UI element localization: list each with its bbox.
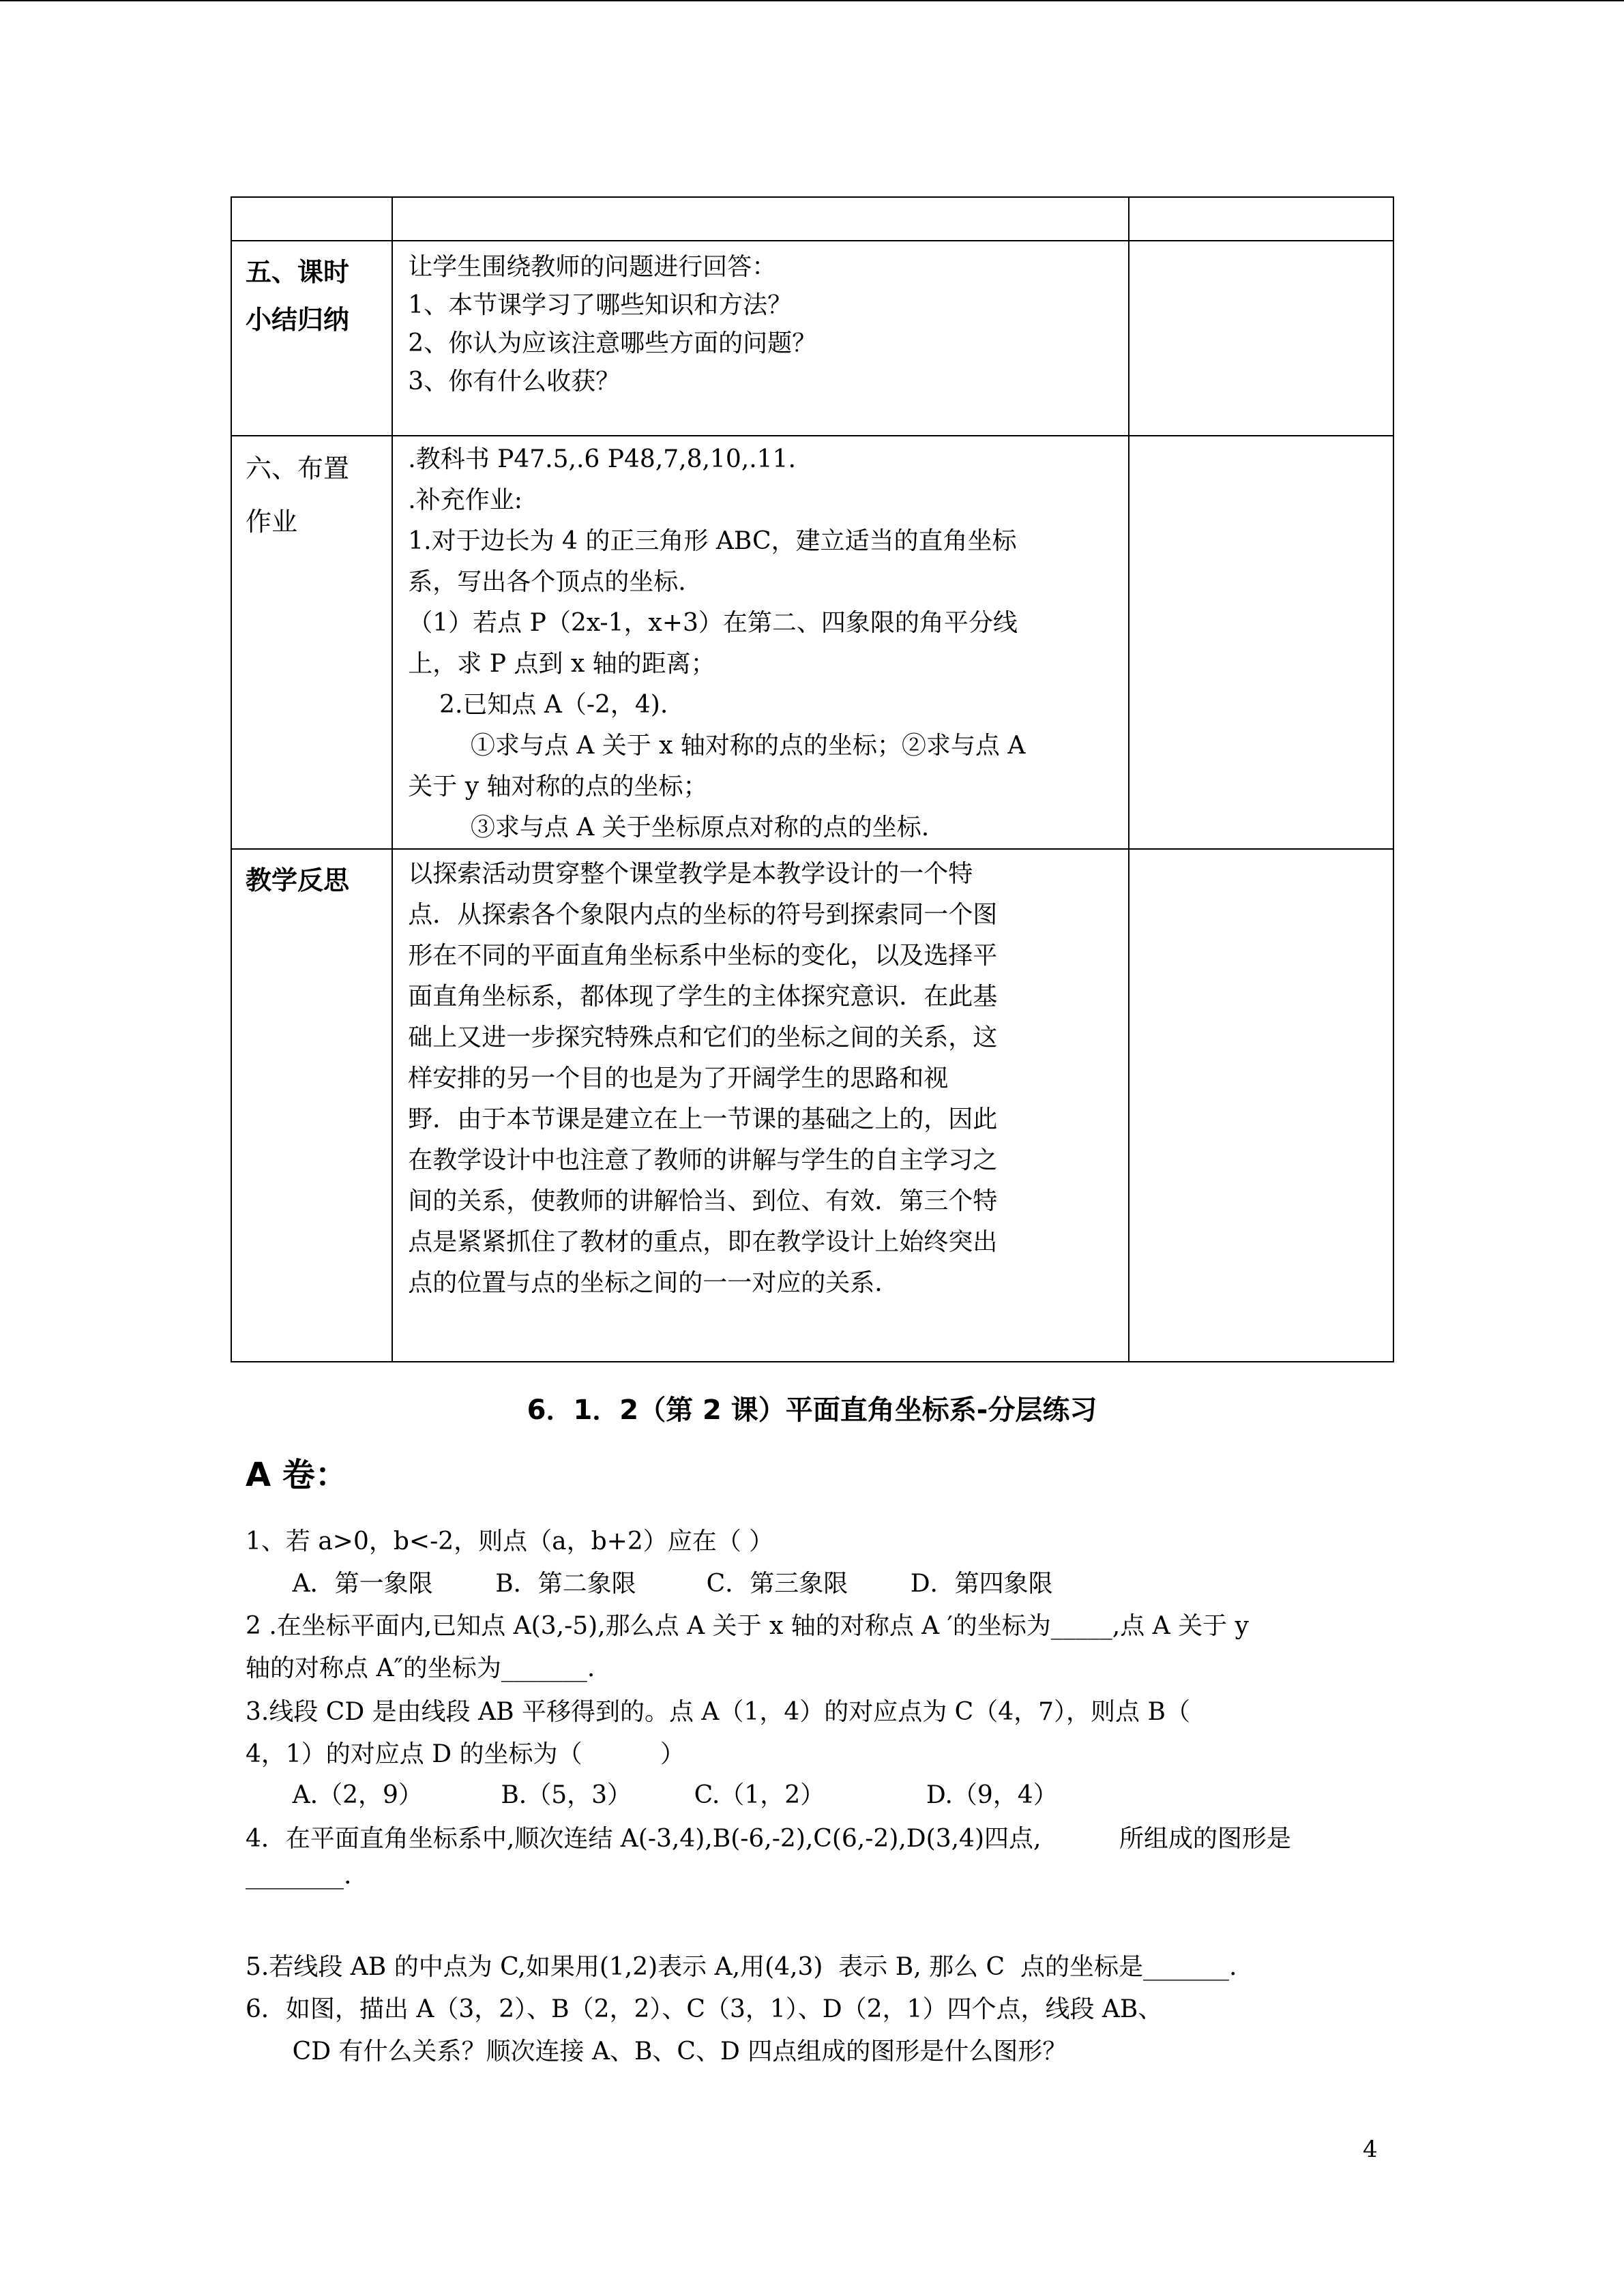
question-6-cont: CD 有什么关系？顺次连接 A、B、C、D 四点组成的图形是什么图形？	[246, 2038, 1067, 2066]
question-3-cont: 4，1）的对应点 D 的坐标为（ ）	[246, 1740, 685, 1768]
question-2: 2 .在坐标平面内,已知点 A(3,-5),那么点 A 关于 x 轴的对称点 A ′的坐标为_____,点 A 关于 y	[246, 1612, 1249, 1640]
question-1-options: A．第一象限 B．第二象限 C．第三象限 D．第四象限	[246, 1570, 1053, 1598]
table-row-homework	[231, 436, 1393, 849]
question-2-cont: 轴的对称点 A″的坐标为_______.	[246, 1654, 595, 1682]
table-cell	[1129, 849, 1393, 1362]
table-cell	[1129, 241, 1393, 436]
homework-content: .教科书 P47.5,.6 P48,7,8,10,.11. .补充作业: 1.对于边长为 4 的正三角形 ABC，建立适当的直角坐标 系，写出各个顶点的坐标. （1）若点 P（2x-1，x+3）在第二、四象限的角平分线 上，求 P 点到 x 轴的距离； 2.已知点 A（-2，4). ①求与点 A 关于 x 轴对称的点的坐标；②求与点 A 关于 y 轴对称的点的坐标； ③求与点 A 关于坐标原点对称的点的坐标.	[392, 436, 1128, 849]
summary-header: 五、课时 小结归纳	[231, 241, 392, 436]
page-number: 4	[1363, 2136, 1378, 2163]
volume-heading: A 卷：	[246, 1456, 348, 1494]
table-row-blank	[231, 197, 1393, 241]
question-3-options: A.（2，9） B.（5，3） C.（1，2） D.（9，4）	[246, 1781, 1058, 1809]
table-cell	[1129, 197, 1393, 241]
question-1: 1、若 a>0，b<-2，则点（a，b+2）应在（ ）	[246, 1527, 774, 1555]
table-row-reflection	[231, 849, 1393, 1362]
homework-header: 六、布置 作业	[231, 436, 392, 849]
top-border-line	[0, 0, 1624, 1]
table-cell	[231, 197, 392, 241]
table-cell	[1129, 436, 1393, 849]
reflection-header: 教学反思	[231, 849, 392, 1362]
table-row-summary	[231, 241, 1393, 436]
question-4-cont: ________.	[246, 1862, 352, 1890]
table-cell	[392, 197, 1128, 241]
question-4: 4．在平面直角坐标系中,顺次连结 A(-3,4),B(-6,-2),C(6,-2),D(3,4)四点, 所组成的图形是	[246, 1825, 1291, 1853]
summary-content: 让学生围绕教师的问题进行回答： 1、本节课学习了哪些知识和方法？ 2、你认为应该注意哪些方面的问题？ 3、你有什么收获？	[392, 241, 1128, 436]
lesson-plan-table	[231, 196, 1394, 1362]
reflection-content: 以探索活动贯穿整个课堂教学是本教学设计的一个特 点．从探索各个象限内点的坐标的符号到探索同一个图 形在不同的平面直角坐标系中坐标的变化，以及选择平 面直角坐标系，都体现了学生的主体探究意识．在此基 础上又进一步探究特殊点和它们的坐标之间的关系，这 样安排的另一个目的也是为了开阔学生的思路和视 野．由于本节课是建立在上一节课的基础之上的，因此 在教学设计中也注意了教师的讲解与学生的自主学习之 间的关系，使教师的讲解恰当、到位、有效．第三个特 点是紧紧抓住了教材的重点，即在教学设计上始终突出 点的位置与点的坐标之间的一一对应的关系.	[392, 849, 1128, 1362]
exercise-title: 6．1．2（第 2 课）平面直角坐标系-分层练习	[527, 1395, 1097, 1426]
question-3: 3.线段 CD 是由线段 AB 平移得到的。点 A（1，4）的对应点为 C（4，7），则点 B（	[246, 1698, 1190, 1726]
question-5: 5.若线段 AB 的中点为 C,如果用(1,2)表示 A,用(4,3) 表示 B, 那么 C 点的坐标是_______.	[246, 1953, 1237, 1981]
question-6: 6．如图，描出 A（3，2）、B（2，2）、C（3，1）、D（2，1）四个点，线段 AB、	[246, 1995, 1163, 2023]
